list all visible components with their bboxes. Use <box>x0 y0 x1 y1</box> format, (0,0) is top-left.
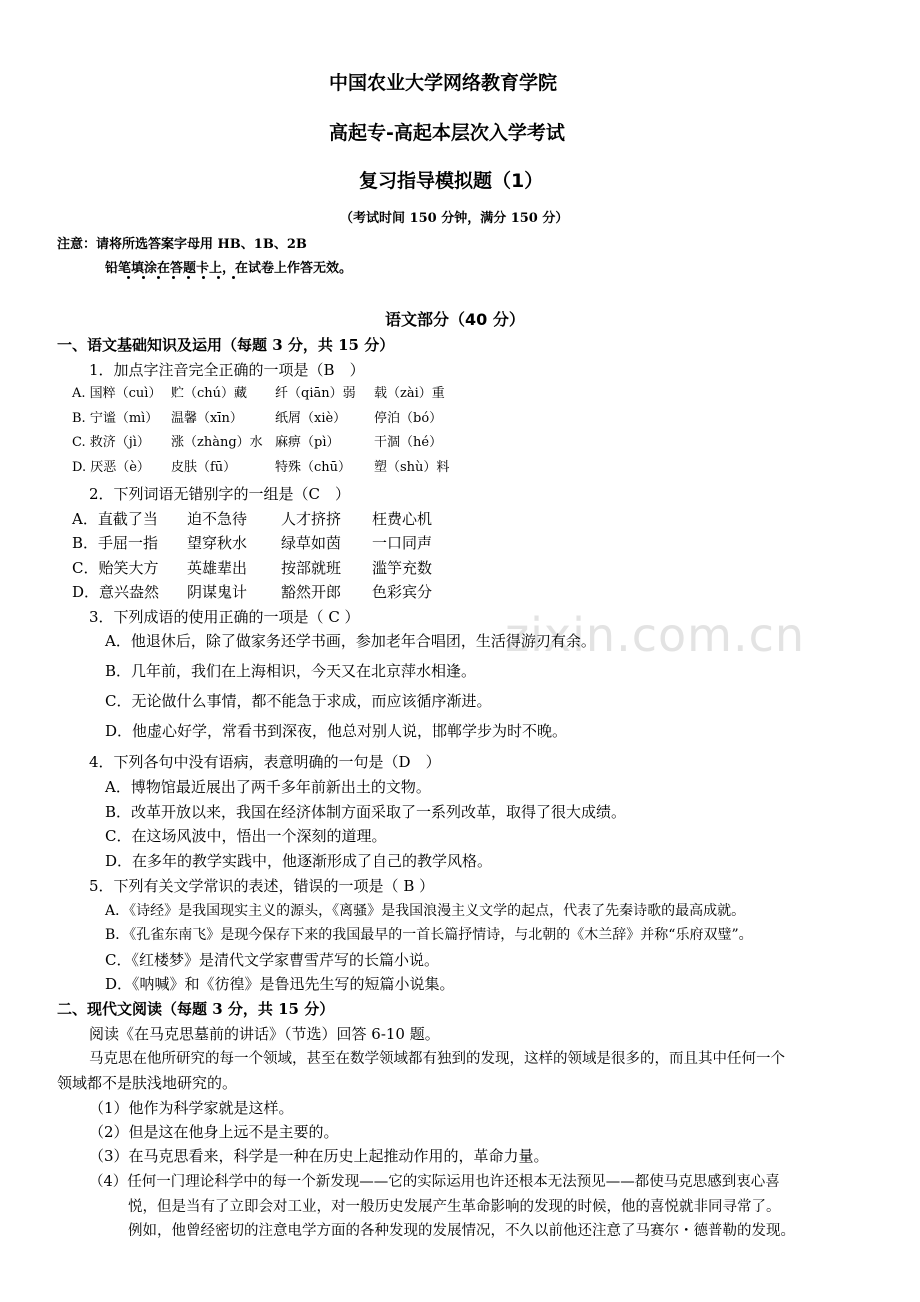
exam-info: （考试时间 150 分钟，满分 150 分） <box>340 211 569 226</box>
emphasis-dot <box>232 276 235 279</box>
q3-option-d: D．他虚心好学，常看书到深夜，他总对别人说，邯郸学步为时不晚。 <box>105 722 568 740</box>
q5-option-c: C．《红楼梦》是清代文学家曹雪芹写的长篇小说。 <box>105 951 439 969</box>
emphasis-dot <box>202 276 205 279</box>
part1-heading: 一、语文基础知识及运用（每题 3 分，共 15 分） <box>57 336 395 354</box>
title-mock: 复习指导模拟题（1） <box>359 170 544 192</box>
title-institution: 中国农业大学网络教育学院 <box>329 72 558 94</box>
emphasis-dot <box>172 276 175 279</box>
part2-heading: 二、现代文阅读（每题 3 分，共 15 分） <box>57 1000 335 1018</box>
q2-option-cell: D．意兴盎然 <box>72 583 160 601</box>
q5-option-b: B．《孔雀东南飞》是现今保存下来的我国最早的一首长篇抒情诗，与北朝的《木兰辞》并称“乐府双璧”。 <box>105 927 753 943</box>
q2-option-cell: 望穿秋水 <box>187 534 248 552</box>
q2-option-cell: B．手屈一指 <box>72 534 159 552</box>
passage-item-1: （1）他作为科学家就是这样。 <box>89 1099 294 1117</box>
q1-option-cell: 干涸（hé） <box>374 435 443 450</box>
q1-option-cell: 温馨（xīn） <box>171 411 243 426</box>
q1-option-cell: 特殊（chū） <box>275 460 352 475</box>
q3-option-a: A．他退休后，除了做家务还学书画，参加老年合唱团，生活得游刃有余。 <box>105 632 596 650</box>
emphasis-dot <box>187 276 190 279</box>
passage-line-1: 马克思在他所研究的每一个领域，甚至在数学领域都有独到的发现，这样的领域是很多的，而且其中任何一个 <box>89 1051 785 1067</box>
question-3-stem: 3．下列成语的使用正确的一项是（ C ） <box>89 608 360 626</box>
passage-item-4-cont-2: 例如，他曾经密切的注意电学方面的各种发现的发展情况，不久以前他还注意了马赛尔・德普勒的发现。 <box>128 1223 795 1239</box>
q1-option-cell: 纸屑（xiè） <box>275 411 347 426</box>
q5-option-a: A．《诗经》是我国现实主义的源头，《离骚》是我国浪漫主义文学的起点，代表了先秦诗歌的最高成就。 <box>105 903 746 919</box>
q1-option-cell: A. 国粹（cuì） <box>72 386 162 401</box>
part2-intro: 阅读《在马克思墓前的讲话》（节选）回答 6-10 题。 <box>89 1025 440 1043</box>
section-chinese-title: 语文部分（40 分） <box>385 310 525 329</box>
emphasis-dot <box>127 276 130 279</box>
q2-option-cell: 人才挤挤 <box>281 510 342 528</box>
passage-item-2: （2）但是这在他身上远不是主要的。 <box>89 1123 339 1141</box>
q3-option-c: C．无论做什么事情，都不能急于求成，而应该循序渐进。 <box>105 692 492 710</box>
q1-option-cell: 涨（zhàng）水 <box>171 435 263 450</box>
q1-option-cell: 皮肤（fū） <box>171 460 237 475</box>
q4-option-a: A．博物馆最近展出了两千多年前新出土的文物。 <box>105 778 431 796</box>
notice-line-1: 注意：请将所选答案字母用 HB、1B、2B <box>57 237 307 252</box>
q4-option-b: B．改革开放以来，我国在经济体制方面采取了一系列改革，取得了很大成绩。 <box>105 803 627 821</box>
q2-option-cell: 绿草如茵 <box>281 534 342 552</box>
passage-item-4-cont-1: 悦，但是当有了立即会对工业，对一般历史发展产生革命影响的发现的时候，他的喜悦就非同寻常了。 <box>128 1199 781 1215</box>
q2-option-cell: C．贻笑大方 <box>72 559 159 577</box>
q1-option-cell: 塑（shù）料 <box>374 460 450 475</box>
q1-option-cell: 停泊（bó） <box>374 411 443 426</box>
q1-option-cell: 纤（qiān）弱 <box>275 386 356 401</box>
q1-option-cell: 麻痹（pì） <box>275 435 340 450</box>
q2-option-cell: 豁然开郎 <box>281 583 342 601</box>
q2-option-cell: 按部就班 <box>281 559 342 577</box>
passage-item-4: （4）任何一门理论科学中的每一个新发现——它的实际运用也许还根本无法预见——都使马克思感到衷心喜 <box>89 1174 780 1190</box>
q1-option-cell: 载（zài）重 <box>374 386 445 401</box>
q2-option-cell: 枉费心机 <box>372 510 433 528</box>
passage-line-2: 领域都不是肤浅地研究的。 <box>57 1074 238 1092</box>
watermark: zixin.com.cn <box>505 608 806 662</box>
q1-option-cell: B. 宁谧（mì） <box>72 411 159 426</box>
emphasis-dot <box>217 276 220 279</box>
passage-item-3: （3）在马克思看来，科学是一种在历史上起推动作用的，革命力量。 <box>89 1147 549 1165</box>
notice-line-2: 铅笔填涂在答题卡上，在试卷上作答无效。 <box>105 261 353 276</box>
q3-option-b: B．几年前，我们在上海相识，今天又在北京萍水相逢。 <box>105 662 477 680</box>
question-5-stem: 5．下列有关文学常识的表述，错误的一项是（ B ） <box>89 877 435 895</box>
title-exam: 高起专-高起本层次入学考试 <box>329 122 565 144</box>
q1-option-cell: D. 厌恶（è） <box>72 460 150 475</box>
q2-option-cell: 一口同声 <box>372 534 433 552</box>
q2-option-cell: 色彩宾分 <box>372 583 433 601</box>
q4-option-d: D．在多年的教学实践中，他逐渐形成了自己的教学风格。 <box>105 852 493 870</box>
q4-option-c: C．在这场风波中，悟出一个深刻的道理。 <box>105 827 387 845</box>
emphasis-dot <box>157 276 160 279</box>
question-1-stem: 1．加点字注音完全正确的一项是（B ） <box>89 361 365 379</box>
q2-option-cell: 阴谋鬼计 <box>187 583 248 601</box>
q1-option-cell: 贮（chú）藏 <box>171 386 248 401</box>
question-4-stem: 4．下列各句中没有语病，表意明确的一句是（D ） <box>89 753 441 771</box>
question-2-stem: 2．下列词语无错别字的一组是（C ） <box>89 485 351 503</box>
q2-option-cell: A．直截了当 <box>72 510 158 528</box>
q2-option-cell: 英雄辈出 <box>187 559 248 577</box>
emphasis-dot <box>142 276 145 279</box>
q1-option-cell: C. 救济（jì） <box>72 435 150 450</box>
q2-option-cell: 滥竽充数 <box>372 559 433 577</box>
q5-option-d: D．《呐喊》和《彷徨》是鲁迅先生写的短篇小说集。 <box>105 975 455 993</box>
q2-option-cell: 迫不急待 <box>187 510 248 528</box>
